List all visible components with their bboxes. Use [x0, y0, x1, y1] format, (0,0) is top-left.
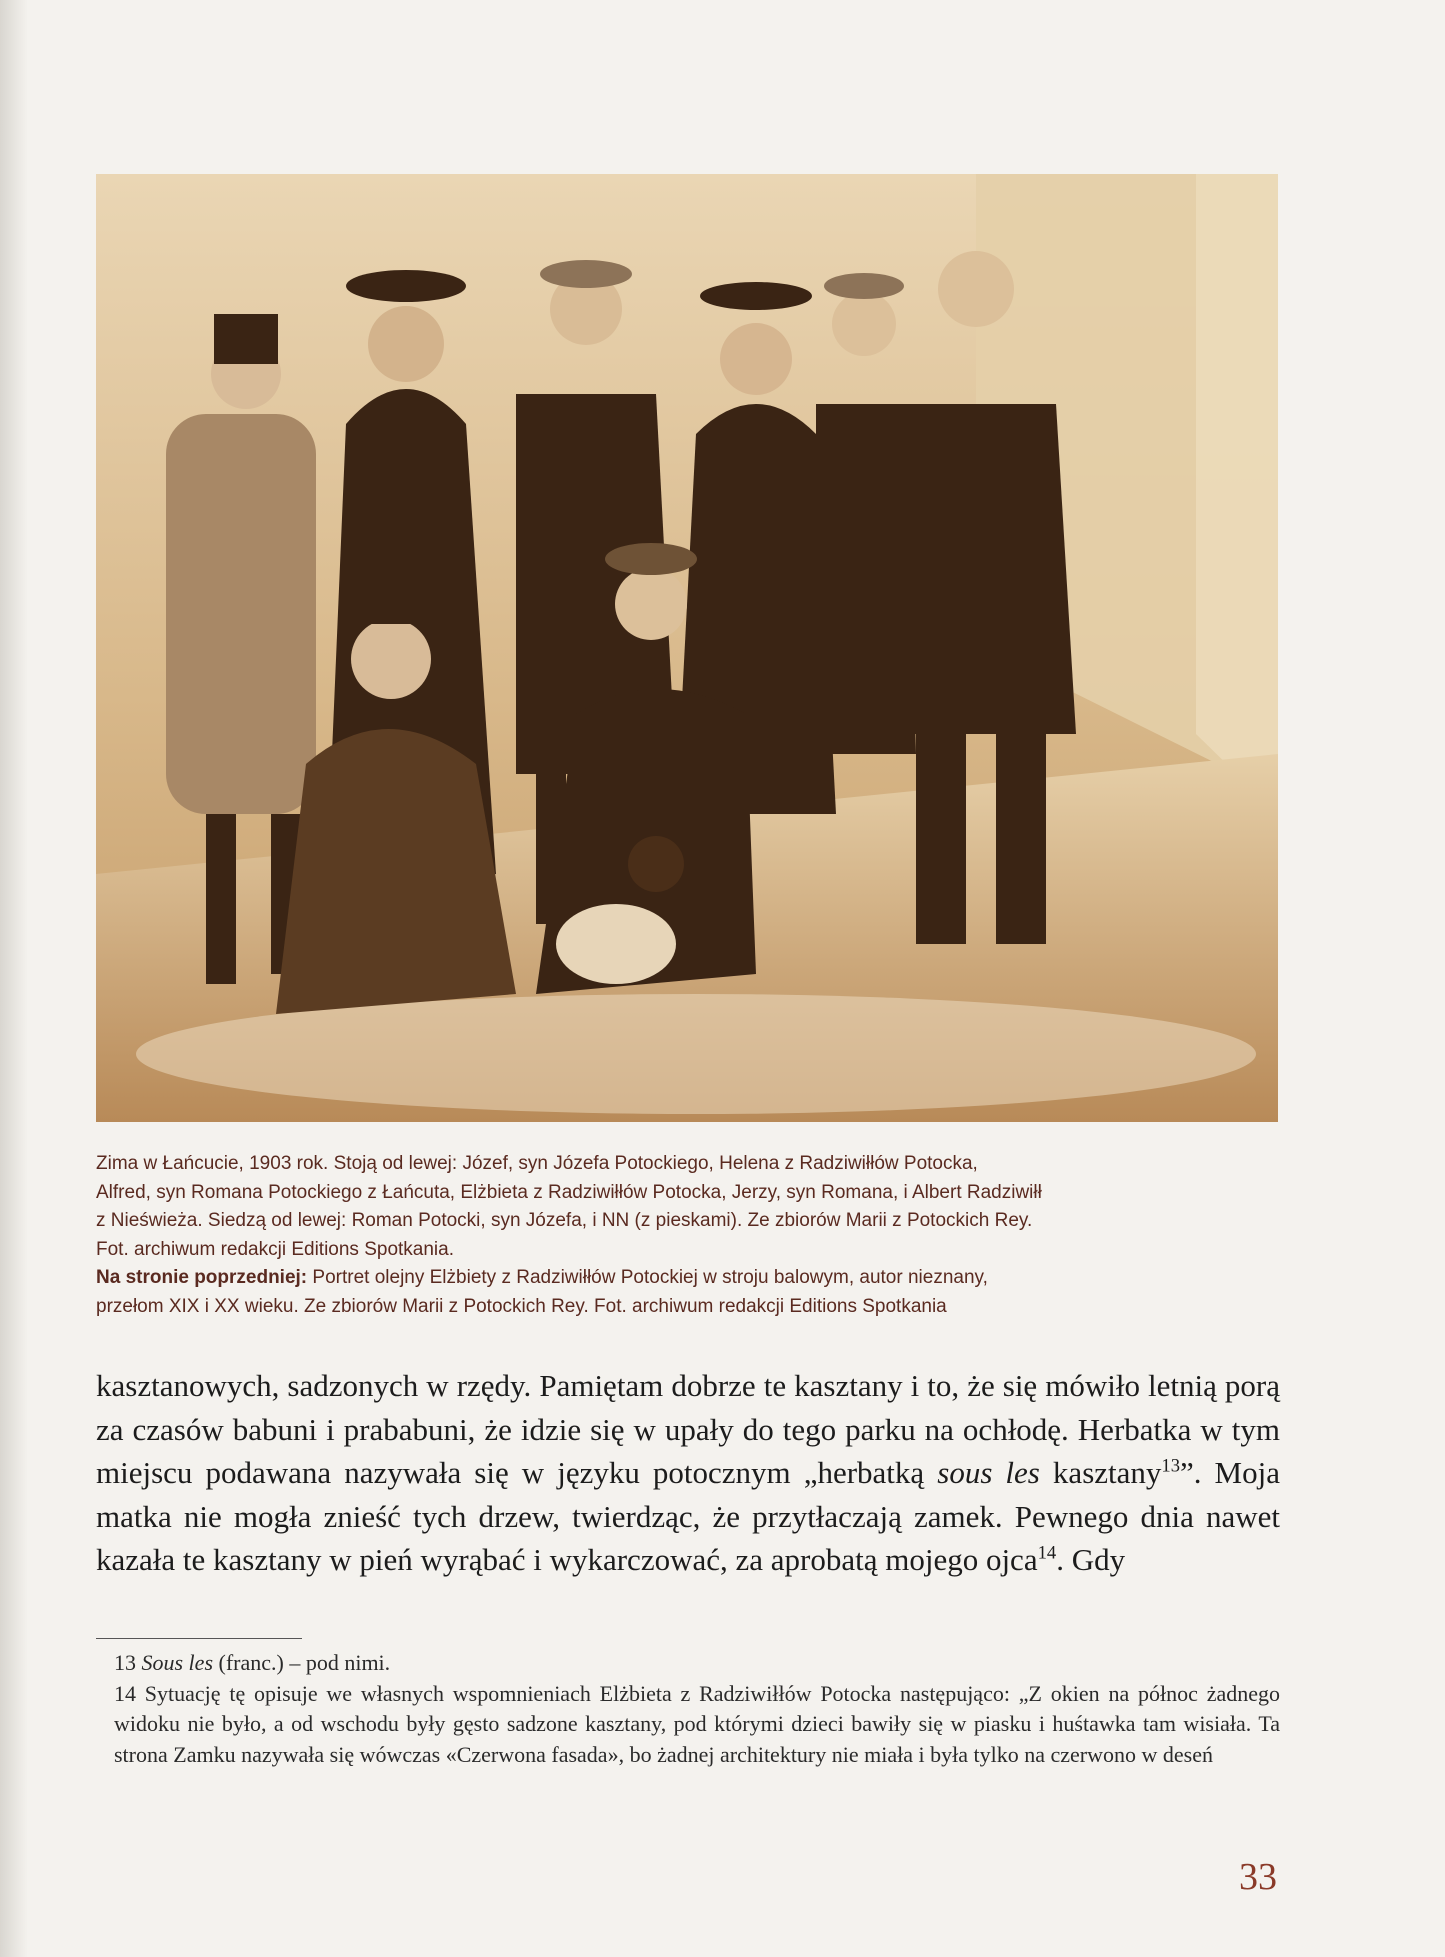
footnotes — [96, 1648, 1280, 1770]
footnote-number: 13 — [114, 1650, 142, 1675]
sepia-group-photo-icon — [96, 174, 1278, 1122]
caption-prev-label: Na stronie poprzedniej: — [96, 1267, 308, 1288]
body-text-segment: . Gdy — [1056, 1542, 1126, 1577]
body-paragraph — [96, 1364, 1280, 1582]
caption-line: z Nieświeża. Siedzą od lewej: Roman Potocki, syn Józefa, i NN (z pieskami). Ze zbiorów Marii z Potockich Rey. — [96, 1210, 1033, 1231]
footnote-italic: Sous les — [141, 1650, 213, 1675]
caption-prev-text: Portret olejny Elżbiety z Radziwiłłów Potockiej w stroju balowym, autor nieznany, — [307, 1267, 988, 1288]
body-text-segment: kasztanowych, sadzonych w rzędy. Pamiętam dobrze te kasztany i to, że się mówiło letnią porą za czasów babuni i prababuni, że idzie się w upały do tego parku na ochłodę. Herbatka w tym miejscu podawana nazywała się w języku potocznym „herbatką — [96, 1368, 1280, 1490]
body-text-segment: kasztany — [1039, 1455, 1162, 1490]
group-photo — [96, 174, 1278, 1122]
page-number: 33 — [1239, 1856, 1277, 1898]
caption-line: przełom XIX i XX wieku. Ze zbiorów Marii z Potockich Rey. Fot. archiwum redakcji Editions Spotkania — [96, 1295, 947, 1317]
caption-prev-page — [96, 1264, 1286, 1293]
footnote-13 — [96, 1648, 1280, 1679]
caption-line: Alfred, syn Romana Potockiego z Łańcuta, Elżbieta z Radziwiłłów Potocka, Jerzy, syn Romana, i Albert Radziwiłł — [96, 1181, 1042, 1203]
caption-line: Zima w Łańcucie, 1903 rok. Stoją od lewej: Józef, syn Józefa Potockiego, Helena z Radziwiłłów Potocka, — [96, 1153, 978, 1174]
footnote-text: (franc.) – pod nimi. — [213, 1650, 391, 1675]
photo-caption — [96, 1150, 1286, 1321]
footnote-ref-14[interactable]: 14 — [1037, 1542, 1057, 1564]
body-italic: sous les — [937, 1455, 1040, 1490]
footnote-ref-13[interactable]: 13 — [1161, 1455, 1180, 1477]
footnote-divider — [96, 1638, 302, 1639]
body-text-segment: ”. Moja matka nie mogła znieść tych drzew, twierdząc, że przytłaczają zamek. Pewnego dnia nawet kazała te kasztany w pień wyrąbać i wykarczować, za aprobatą mojego ojca — [96, 1455, 1280, 1577]
body-text — [96, 1364, 1280, 1582]
page-edge-shadow — [0, 0, 28, 1957]
caption-line: Fot. archiwum redakcji Editions Spotkania. — [96, 1238, 454, 1260]
footnote-14: 14 Sytuację tę opisuje we własnych wspomnieniach Elżbieta z Radziwiłłów Potocka następująco: „Z okien na północ żadnego widoku nie było, a od wschodu były gęsto sadzone kasztany, pod którymi dzieci bawiły się w piasku i huśtawka tam wisiała. Ta strona Zamku nazywała się wówczas «Czerwona fasada», bo żadnej architektury nie miała i była tylko na czerwono w deseń — [114, 1680, 1280, 1767]
